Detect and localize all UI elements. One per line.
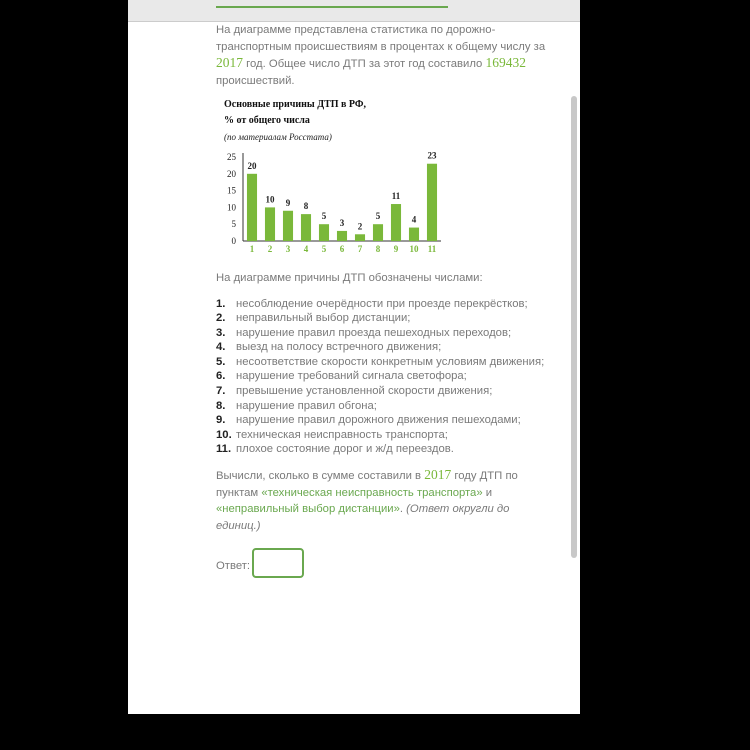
- bar: [301, 214, 311, 241]
- chart-plot: [216, 145, 516, 263]
- bar: [409, 228, 419, 241]
- cause-item: [216, 428, 556, 443]
- bar-value-label: 5: [375, 211, 381, 222]
- x-tick-label: 6: [339, 244, 345, 254]
- cause-text: нарушение правил дорожного движения пешеходами;: [236, 414, 521, 427]
- x-tick-label: 5: [321, 244, 327, 254]
- y-tick-label: 0: [231, 236, 236, 246]
- causes-list: [216, 297, 556, 458]
- question-note: (Ответ округли до единиц.): [216, 503, 510, 532]
- bar-value-label: 8: [303, 201, 309, 212]
- cause-text: нарушение правил обгона;: [236, 399, 377, 412]
- question-text: [216, 467, 556, 534]
- intro-part-3: происшествий.: [216, 74, 295, 87]
- bar-value-label: 10: [265, 194, 275, 205]
- top-toolbar: [128, 0, 580, 22]
- cause-number: 7.: [216, 385, 226, 398]
- bar: [265, 207, 275, 241]
- cause-item: [216, 442, 556, 457]
- task-page: [128, 22, 580, 714]
- bar: [391, 204, 401, 241]
- x-tick-label: 9: [393, 244, 399, 254]
- y-tick-label: 20: [227, 168, 236, 179]
- question-item-2: «неправильный выбор дистанции»: [216, 503, 400, 516]
- answer-row: [216, 548, 556, 578]
- cause-number: 2.: [216, 312, 226, 325]
- chart-subtitle: (по материалам Росстата): [224, 132, 332, 142]
- cause-text: плохое состояние дорог и ж/д переездов.: [236, 443, 454, 456]
- cause-item: [216, 326, 556, 341]
- bar: [247, 174, 257, 241]
- legend-intro: На диаграмме причины ДТП обозначены числами:: [216, 272, 483, 284]
- question-part-1: Вычисли, сколько в сумме составили в: [216, 470, 422, 483]
- chart-title-line-1: Основные причины ДТП в РФ,: [224, 99, 366, 110]
- question-part-3: и: [485, 486, 493, 499]
- cause-number: 3.: [216, 326, 226, 339]
- cause-item: [216, 369, 556, 384]
- header-underline: [216, 6, 448, 8]
- cause-item: [216, 297, 556, 312]
- cause-item: [216, 399, 556, 414]
- scrollbar-thumb[interactable]: [571, 96, 577, 558]
- cause-item: [216, 340, 556, 355]
- intro-year: 2017: [216, 55, 243, 70]
- bar: [427, 164, 437, 241]
- intro-part-1: На диаграмме представлена статистика по дорожно-транспортным происшествиям в процентах к общему числу за: [216, 24, 546, 53]
- question-part-2: году ДТП по пунктам: [216, 470, 518, 499]
- y-tick-label: 10: [227, 202, 236, 213]
- cause-number: 1.: [216, 297, 226, 310]
- bar-value-label: 11: [391, 191, 401, 202]
- cause-item: [216, 413, 556, 428]
- x-tick-label: 10: [409, 244, 419, 254]
- intro-text: [216, 22, 556, 89]
- y-tick-label: 25: [227, 152, 236, 162]
- bar-value-label: 4: [411, 214, 417, 225]
- answer-input[interactable]: [252, 548, 304, 578]
- x-tick-label: 8: [375, 244, 381, 254]
- chart-title: [224, 97, 366, 129]
- cause-number: 4.: [216, 341, 226, 354]
- bar: [355, 234, 365, 241]
- cause-number: 11.: [216, 443, 232, 456]
- bar-value-label: 23: [427, 150, 437, 161]
- bar: [283, 211, 293, 241]
- bar-value-label: 5: [321, 211, 327, 222]
- cause-text: несоответствие скорости конкретным условиям движения;: [236, 355, 545, 368]
- y-tick-label: 15: [227, 185, 236, 196]
- intro-part-2: год. Общее число ДТП за этот год составило: [246, 58, 483, 70]
- question-part-4: .: [399, 503, 404, 516]
- cause-number: 6.: [216, 370, 226, 383]
- cause-text: техническая неисправность транспорта;: [236, 428, 448, 441]
- cause-text: несоблюдение очерёдности при проезде перекрёстков;: [236, 297, 528, 310]
- cause-number: 9.: [216, 414, 226, 427]
- bar-value-label: 3: [339, 217, 345, 228]
- cause-item: [216, 384, 556, 399]
- bar: [373, 224, 383, 241]
- bar-value-label: 20: [247, 160, 257, 171]
- screen-bezel-bottom: [0, 714, 750, 750]
- cause-text: нарушение требований сигнала светофора;: [236, 370, 467, 383]
- x-tick-label: 1: [249, 244, 255, 254]
- bar: [337, 231, 347, 241]
- x-tick-label: 3: [285, 244, 291, 254]
- accident-causes-chart: [216, 97, 516, 262]
- cause-item: [216, 355, 556, 370]
- y-tick-label: 5: [231, 219, 236, 230]
- cause-text: превышение установленной скорости движения;: [236, 385, 493, 398]
- intro-total: 169432: [485, 55, 526, 70]
- x-tick-label: 4: [303, 244, 309, 254]
- cause-item: [216, 311, 556, 326]
- question-year: 2017: [424, 467, 452, 483]
- bar-value-label: 9: [285, 197, 291, 208]
- cause-number: 5.: [216, 355, 226, 368]
- cause-text: нарушение правил проезда пешеходных переходов;: [236, 326, 512, 339]
- cause-number: 8.: [216, 399, 226, 412]
- chart-title-line-2: % от общего числа: [224, 115, 310, 126]
- question-item-1: «техническая неисправность транспорта»: [261, 486, 483, 499]
- x-tick-label: 7: [357, 244, 363, 254]
- cause-text: выезд на полосу встречного движения;: [236, 341, 442, 354]
- task-content: [216, 22, 556, 578]
- cause-number: 10.: [216, 428, 232, 441]
- cause-text: неправильный выбор дистанции;: [236, 312, 411, 325]
- bar-value-label: 2: [357, 221, 363, 232]
- x-tick-label: 11: [427, 244, 437, 254]
- answer-label: Ответ:: [216, 560, 251, 573]
- x-tick-label: 2: [267, 244, 273, 254]
- bar: [319, 224, 329, 241]
